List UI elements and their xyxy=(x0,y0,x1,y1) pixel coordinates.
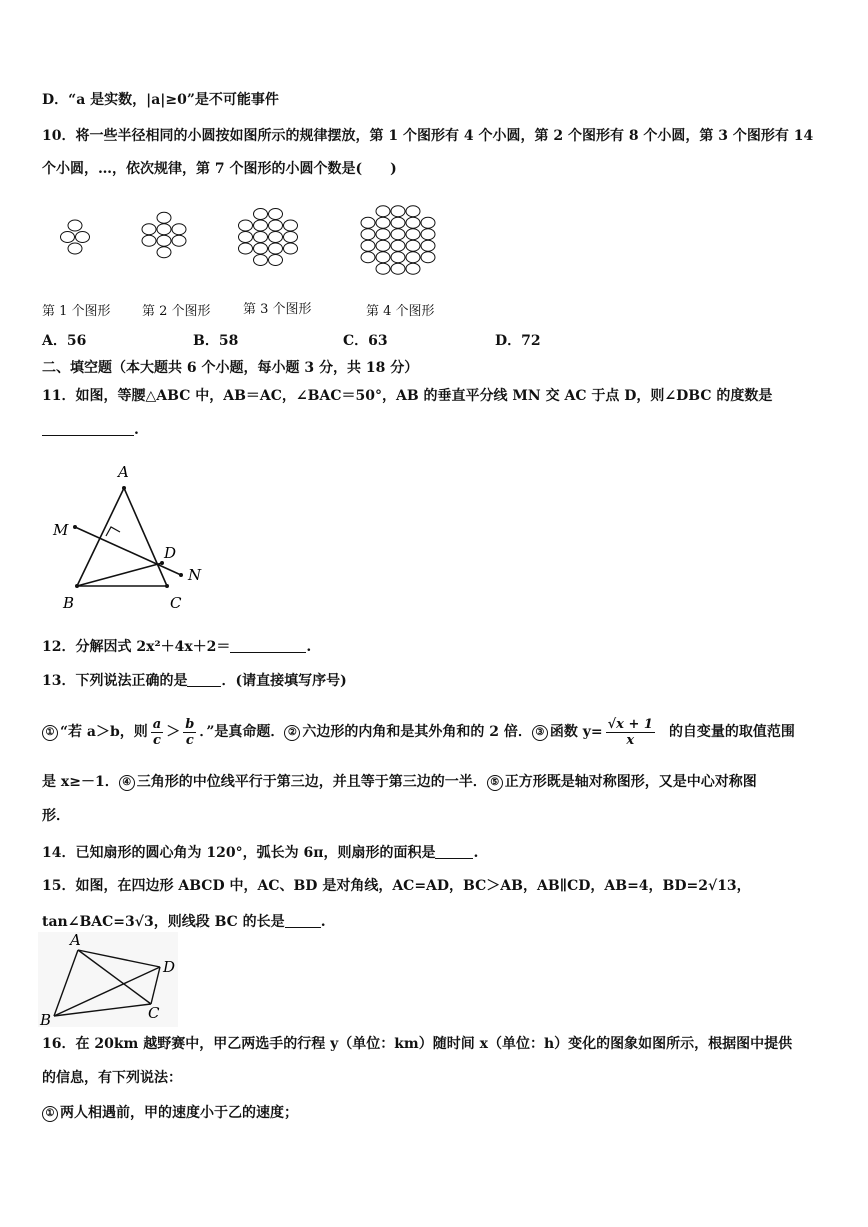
q13-statements-line1: ① “若 a＞b，则 $\frac{a}{c}$ ＞ $\frac{b}{c}$ ．”是真命题． ② 六边形的内角和是其外角和的 2 倍． ③ 函数 y= $\frac{√x + 1}{x}$ 的自变量的取值范围 xyxy=(42,712,795,752)
point-label-d: D xyxy=(164,544,177,562)
small-circle xyxy=(269,255,283,266)
small-circle xyxy=(284,243,298,254)
small-circle xyxy=(157,247,171,258)
small-circle xyxy=(406,252,420,263)
answer-blank xyxy=(42,421,134,436)
small-circle xyxy=(284,232,298,243)
q10-text-line2: 个小圆，…，依次规律，第 7 个图形的小圆个数是( ) xyxy=(42,161,397,177)
caption-figure-2: 第 2 个图形 xyxy=(142,304,211,319)
small-circle xyxy=(406,263,420,274)
small-circle xyxy=(269,243,283,254)
q11-text-line2: . xyxy=(42,420,139,440)
section-heading: 二、填空题（本大题共 6 个小题，每小题 3 分，共 18 分） xyxy=(42,360,419,376)
q14-text: 14．已知扇形的圆心角为 120°，弧长为 6π，则扇形的面积是 . xyxy=(42,845,479,861)
vertex-label-b: B xyxy=(63,594,75,612)
small-circle xyxy=(172,235,186,246)
small-circle xyxy=(76,232,90,243)
q10-option-d: D．72 xyxy=(495,333,541,349)
vertex-label-a: A xyxy=(118,463,129,481)
small-circle xyxy=(239,232,253,243)
small-circle xyxy=(61,232,75,243)
answer-blank xyxy=(285,913,321,928)
caption-figure-4: 第 4 个图形 xyxy=(366,304,435,319)
q12-text: 12．分解因式 2x²＋4x＋2＝ . xyxy=(42,639,312,655)
small-circle xyxy=(68,220,82,231)
answer-blank xyxy=(435,844,473,859)
small-circle xyxy=(391,206,405,217)
small-circle xyxy=(284,220,298,231)
small-circle xyxy=(239,243,253,254)
small-circle xyxy=(406,240,420,251)
q10-option-c: C．63 xyxy=(343,333,388,349)
q9-option-d: D．“a 是实数，|a|≥0”是不可能事件 xyxy=(42,92,279,108)
small-circle xyxy=(254,220,268,231)
small-circle xyxy=(376,263,390,274)
vertex-label-c: C xyxy=(148,1004,160,1022)
answer-blank xyxy=(187,672,221,687)
small-circle xyxy=(421,240,435,251)
small-circle xyxy=(376,252,390,263)
vertex-label-c: C xyxy=(170,594,182,612)
small-circle xyxy=(406,206,420,217)
q15-text-line1: 15．如图，在四边形 ABCD 中，AC、BD 是对角线，AC=AD，BC＞AB，AB∥CD，AB=4，BD=2√13， xyxy=(42,878,751,894)
small-circle xyxy=(376,206,390,217)
small-circle xyxy=(157,224,171,235)
small-circle xyxy=(421,229,435,240)
pattern-figure-4 xyxy=(361,206,435,275)
small-circle xyxy=(376,240,390,251)
small-circle xyxy=(406,217,420,228)
small-circle xyxy=(391,217,405,228)
q10-text-line1: 10．将一些半径相同的小圆按如图所示的规律摆放，第 1 个图形有 4 个小圆，第 2 个图形有 8 个小圆，第 3 个图形有 14 xyxy=(42,128,814,144)
q16-text-line2: 的信息，有下列说法： xyxy=(42,1070,182,1086)
small-circle xyxy=(269,220,283,231)
q10-circle-patterns xyxy=(0,185,868,285)
small-circle xyxy=(269,209,283,220)
small-circle xyxy=(239,220,253,231)
small-circle xyxy=(391,263,405,274)
vertex-label-b: B xyxy=(40,1011,52,1029)
q16-statement-1: ① 两人相遇前，甲的速度小于乙的速度； xyxy=(42,1103,298,1123)
small-circle xyxy=(391,240,405,251)
quadrilateral-figure xyxy=(38,932,183,1027)
vertex-label-a: A xyxy=(70,931,81,949)
small-circle xyxy=(421,217,435,228)
vertex-label-d: D xyxy=(163,958,176,976)
small-circle xyxy=(157,235,171,246)
triangle-figure xyxy=(40,455,210,615)
small-circle xyxy=(68,243,82,254)
small-circle xyxy=(254,209,268,220)
answer-blank xyxy=(230,638,306,653)
small-circle xyxy=(142,224,156,235)
caption-figure-3: 第 3 个图形 xyxy=(243,302,312,317)
small-circle xyxy=(254,243,268,254)
q13-text: 13．下列说法正确的是 ．(请直接填写序号) xyxy=(42,673,347,689)
q13-statements-line3: 形． xyxy=(42,808,70,824)
q10-option-b: B．58 xyxy=(193,333,239,349)
small-circle xyxy=(361,240,375,251)
small-circle xyxy=(254,232,268,243)
small-circle xyxy=(172,224,186,235)
point-label-m: M xyxy=(53,521,69,539)
small-circle xyxy=(391,252,405,263)
small-circle xyxy=(421,252,435,263)
small-circle xyxy=(142,235,156,246)
small-circle xyxy=(254,255,268,266)
caption-figure-1: 第 1 个图形 xyxy=(42,304,111,319)
q10-option-a: A．56 xyxy=(42,333,87,349)
q11-text-line1: 11．如图，等腰△ABC 中，AB＝AC，∠BAC＝50°，AB 的垂直平分线 MN 交 AC 于点 D，则∠DBC 的度数是 xyxy=(42,388,773,404)
small-circle xyxy=(376,217,390,228)
small-circle xyxy=(361,252,375,263)
small-circle xyxy=(157,212,171,223)
small-circle xyxy=(361,229,375,240)
small-circle xyxy=(376,229,390,240)
small-circle xyxy=(361,217,375,228)
small-circle xyxy=(269,232,283,243)
q13-statements-line2: 是 x≥－1． ④ 三角形的中位线平行于第三边，并且等于第三边的一半． ⑤ 正方形既是轴对称图形，又是中心对称图 xyxy=(42,774,757,790)
small-circle xyxy=(406,229,420,240)
pattern-figure-1 xyxy=(61,220,90,254)
small-circle xyxy=(391,229,405,240)
q16-text-line1: 16．在 20km 越野赛中，甲乙两选手的行程 y（单位：km）随时间 x（单位：h）变化的图象如图所示，根据图中提供 xyxy=(42,1036,793,1052)
q15-text-line2: tan∠BAC=3√3，则线段 BC 的长是 . xyxy=(42,914,326,930)
pattern-figure-3 xyxy=(239,209,298,266)
point-label-n: N xyxy=(188,566,202,584)
pattern-figure-2 xyxy=(142,212,186,258)
